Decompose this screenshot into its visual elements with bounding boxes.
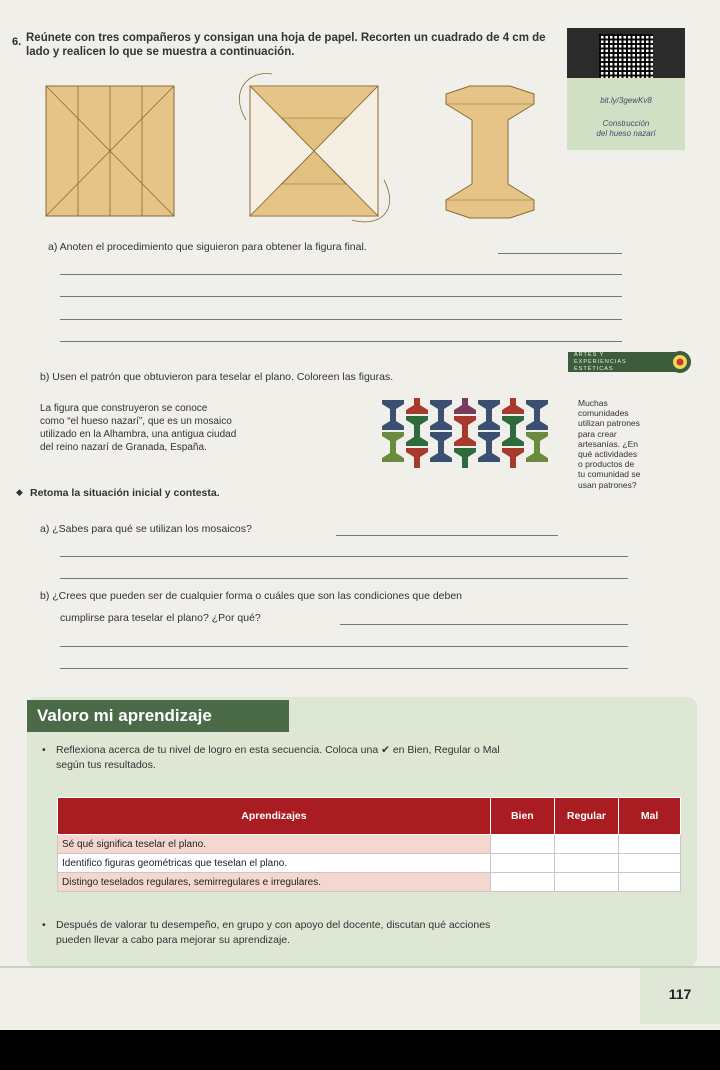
valoro-instruction: [56, 743, 676, 773]
diamond-bullet-icon: ◆: [16, 487, 23, 497]
artes-badge-line3: ESTÉTICAS: [574, 366, 614, 372]
header-aprendizajes: Aprendizajes: [58, 798, 491, 835]
folded-square-figure: [46, 86, 174, 216]
answer-line[interactable]: [340, 624, 628, 625]
retoma-question-b-line1: b) ¿Crees que pueden ser de cualquier forma o cuáles que son las condiciones que deben: [40, 590, 463, 602]
retoma-question-b-line2: cumplirse para teselar el plano? ¿Por qué?: [60, 612, 261, 624]
part-a-prompt: a) Anoten el procedimiento que siguieron para obtener la figura final.: [48, 241, 367, 253]
hueso-nazari-figure: [446, 86, 534, 218]
bullet-icon: •: [42, 744, 46, 756]
cut-triangles-figure: [239, 73, 389, 221]
table-row: [58, 873, 681, 892]
qr-caption-1: Construcción: [602, 119, 650, 128]
info-line: utilizado en la Alhambra, una antigua ciudad: [40, 429, 237, 440]
aside-line: o productos de: [578, 459, 635, 470]
answer-line[interactable]: [60, 646, 628, 647]
info-paragraph: [40, 402, 370, 454]
header-regular: Regular: [554, 798, 618, 835]
info-line: La figura que construyeron se conoce: [40, 403, 208, 414]
aside-line: qué actividades: [578, 449, 638, 460]
answer-line[interactable]: [60, 296, 622, 297]
valoro-discussion-line: pueden llevar a cabo para mejorar su aprendizaje.: [56, 934, 291, 946]
mal-checkbox[interactable]: [619, 854, 681, 873]
info-line: como “el hueso nazarí”, que es un mosaico: [40, 416, 232, 427]
qr-link[interactable]: bit.ly/3gewKv8: [600, 96, 652, 105]
aside-note: [578, 398, 688, 490]
valoro-discussion: [56, 918, 686, 948]
valoro-instruction-line: Reflexiona acerca de tu nivel de logro en esta secuencia. Coloca una ✔ en Bien, Regular o Mal: [56, 744, 500, 756]
mal-checkbox[interactable]: [619, 835, 681, 854]
aprendizaje-cell: Sé qué significa teselar el plano.: [58, 835, 491, 854]
bien-checkbox[interactable]: [490, 873, 554, 892]
table-header-row: [58, 798, 681, 835]
info-line: del reino nazarí de Granada, España.: [40, 442, 207, 453]
aside-line: artesanías. ¿En: [578, 438, 639, 449]
aprendizaje-cell: Identifico figuras geométricas que teselan el plano.: [58, 854, 491, 873]
tessellation-pattern: [372, 398, 562, 468]
answer-line[interactable]: [336, 535, 558, 536]
aside-line: Muchas: [578, 398, 608, 408]
bien-checkbox[interactable]: [490, 854, 554, 873]
self-assessment-table: [57, 797, 681, 892]
answer-line[interactable]: [60, 578, 628, 579]
bien-checkbox[interactable]: [490, 835, 554, 854]
header-mal: Mal: [619, 798, 681, 835]
regular-checkbox[interactable]: [554, 835, 618, 854]
table-row: [58, 835, 681, 854]
retoma-question-a: a) ¿Sabes para qué se utilizan los mosaicos?: [40, 523, 252, 535]
regular-checkbox[interactable]: [554, 873, 618, 892]
exercise-intro: Reúnete con tres compañeros y consigan una hoja de papel. Recorten un cuadrado de 4 cm de lado y realicen lo que se muestra a continuación.: [26, 32, 546, 58]
bullet-icon: •: [42, 919, 46, 931]
header-bien: Bien: [490, 798, 554, 835]
qr-caption-panel: [567, 78, 685, 150]
aprendizaje-cell: Distingo teselados regulares, semirregulares e irregulares.: [58, 873, 491, 892]
part-b-prompt: b) Usen el patrón que obtuvieron para teselar el plano. Coloreen las figuras.: [40, 371, 394, 383]
page-number: 117: [640, 968, 720, 1024]
folding-figures: [40, 60, 560, 235]
aside-line: comunidades: [578, 408, 629, 419]
aside-line: usan patrones?: [578, 479, 637, 490]
aside-line: utilizan patrones: [578, 418, 640, 429]
answer-line[interactable]: [60, 668, 628, 669]
answer-line[interactable]: [60, 319, 622, 320]
retoma-heading: Retoma la situación inicial y contesta.: [30, 487, 220, 499]
mal-checkbox[interactable]: [619, 873, 681, 892]
aside-line: tu comunidad se: [578, 469, 641, 480]
answer-line[interactable]: [498, 253, 622, 254]
artes-badge-line1: ARTES Y: [574, 352, 605, 358]
answer-line[interactable]: [60, 556, 628, 557]
aside-line: para crear: [578, 428, 617, 439]
exercise-number: 6.: [12, 36, 22, 48]
qr-caption-2: del hueso nazarí: [596, 129, 656, 138]
valoro-instruction-line: según tus resultados.: [56, 759, 156, 771]
regular-checkbox[interactable]: [554, 854, 618, 873]
answer-line[interactable]: [60, 341, 622, 342]
valoro-title: Valoro mi aprendizaje: [27, 700, 289, 732]
table-row: [58, 854, 681, 873]
artes-badge-line2: EXPERIENCIAS: [574, 359, 627, 365]
footer-divider: [0, 966, 720, 968]
answer-line[interactable]: [60, 274, 622, 275]
qr-code-block[interactable]: [567, 28, 685, 150]
valoro-discussion-line: Después de valorar tu desempeño, en grupo y con apoyo del docente, discutan qué acciones: [56, 919, 491, 931]
